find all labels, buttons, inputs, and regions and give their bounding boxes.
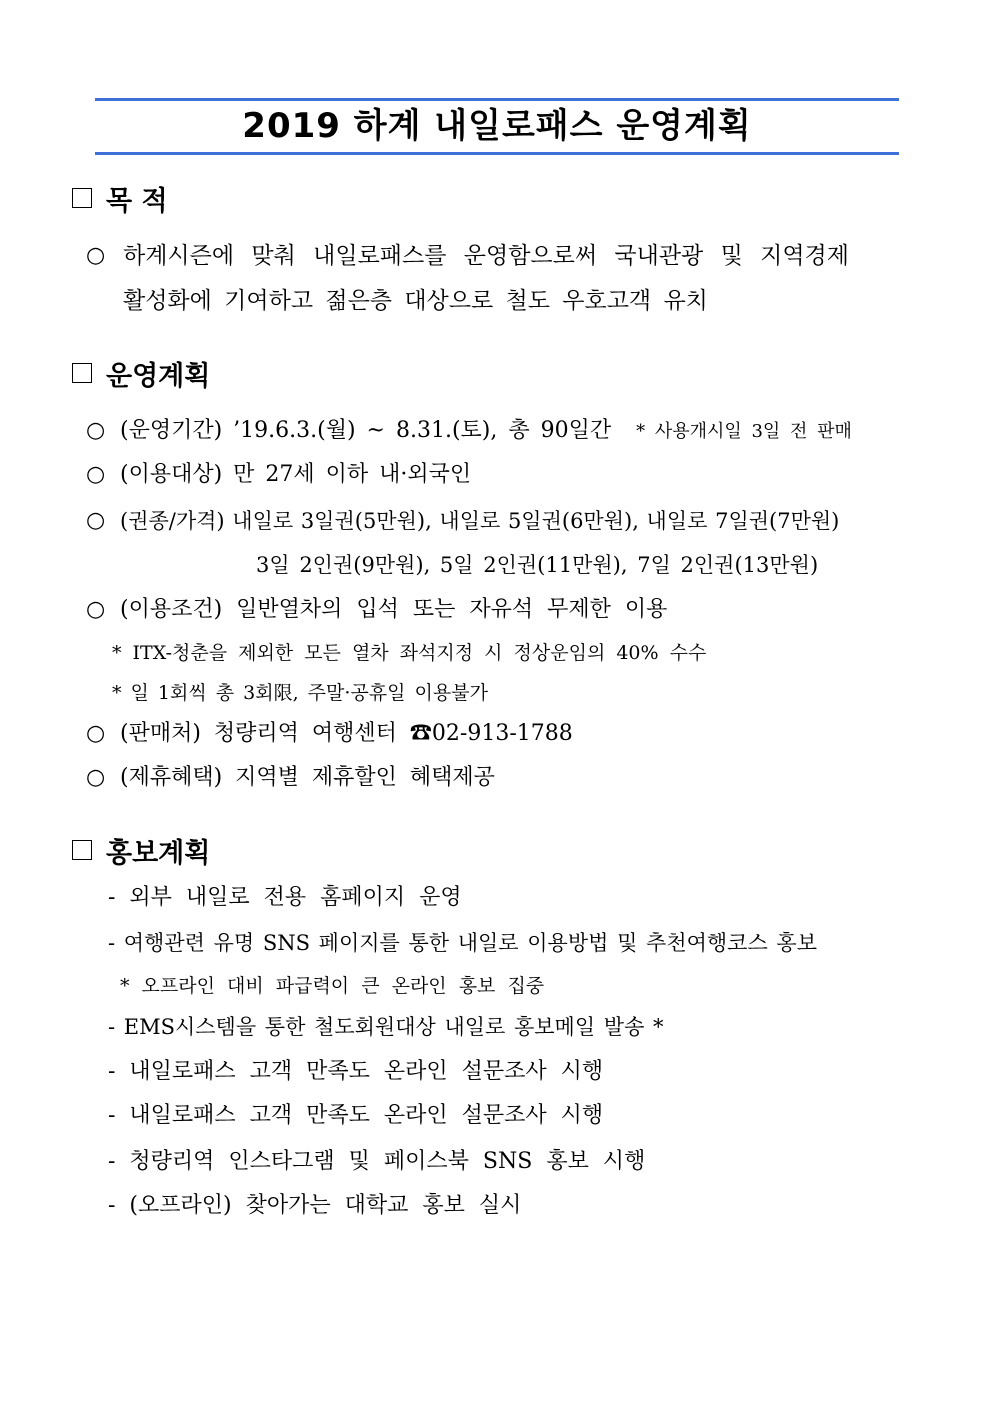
- bullet-circle-icon: ○: [86, 721, 106, 746]
- promotion-item-4: - 내일로패스 고객 만족도 온라인 설문조사 시행: [108, 1059, 604, 1084]
- section-operation-title: 운영계획: [106, 360, 211, 392]
- promotion-item-2: - 여행관련 유명 SNS 페이지를 통한 내일로 이용방법 및 추천여행코스 홍보: [108, 931, 818, 955]
- section-promotion-heading: [72, 832, 210, 868]
- section-operation-heading: [72, 355, 210, 391]
- promotion-item-3: - EMS시스템을 통한 철도회원대상 내일로 홍보메일 발송 *: [108, 1015, 664, 1039]
- operation-conditions-note-2: * 일 1회씩 총 3회限, 주말·공휴일 이용불가: [112, 682, 488, 704]
- purpose-line-1: 하계시즌에 맞춰 내일로패스를 운영함으로써 국내관광 및 지역경제: [123, 243, 849, 269]
- operation-target: (이용대상) 만 27세 이하 내·외국인: [120, 462, 472, 487]
- operation-tickets-line-1: (권종/가격) 내일로 3일권(5만원), 내일로 5일권(6만원), 내일로 7일권(7만원): [120, 509, 840, 533]
- bullet-circle-icon: ○: [86, 462, 106, 487]
- operation-benefits: (제휴혜택) 지역별 제휴할인 혜택제공: [120, 765, 495, 790]
- checkbox-square-icon: [72, 188, 92, 208]
- promotion-item-5: - 내일로패스 고객 만족도 온라인 설문조사 시행: [108, 1103, 604, 1128]
- operation-period-note: * 사용개시일 3일 전 판매: [636, 421, 852, 442]
- checkbox-square-icon: [72, 840, 92, 860]
- operation-tickets-line-2: 3일 2인권(9만원), 5일 2인권(11만원), 7일 2인권(13만원): [256, 553, 819, 577]
- operation-seller: (판매처) 청량리역 여행센터 ☎02-913-1788: [120, 721, 573, 746]
- bullet-circle-icon: ○: [86, 243, 106, 268]
- operation-conditions-note-1: * ITX-청춘을 제외한 모든 열차 좌석지정 시 정상운임의 40% 수수: [112, 642, 707, 664]
- title-rule-bottom: [95, 152, 899, 155]
- operation-period-text: (운영기간) ’19.6.3.(월) ~ 8.31.(토), 총 90일간: [120, 418, 612, 443]
- page-title: 2019 하계 내일로패스 운영계획: [242, 106, 752, 146]
- bullet-circle-icon: ○: [86, 508, 106, 533]
- promotion-item-1: - 외부 내일로 전용 홈페이지 운영: [108, 885, 462, 910]
- section-purpose-heading: [72, 180, 168, 216]
- checkbox-square-icon: [72, 363, 92, 383]
- section-purpose-title: 목 적: [106, 185, 168, 217]
- section-promotion-title: 홍보계획: [106, 837, 211, 869]
- bullet-circle-icon: ○: [86, 597, 106, 622]
- operation-period: [120, 416, 852, 447]
- operation-conditions: (이용조건) 일반열차의 입석 또는 자유석 무제한 이용: [120, 597, 668, 622]
- purpose-line-2: 활성화에 기여하고 젊은층 대상으로 철도 우호고객 유치: [123, 288, 708, 314]
- bullet-circle-icon: ○: [86, 765, 106, 790]
- bullet-circle-icon: ○: [86, 418, 106, 443]
- promotion-item-6: - 청량리역 인스타그램 및 페이스북 SNS 홍보 시행: [108, 1149, 646, 1174]
- promotion-item-2-note: * 오프라인 대비 파급력이 큰 온라인 홍보 집중: [120, 975, 545, 997]
- promotion-item-7: - (오프라인) 찾아가는 대학교 홍보 실시: [108, 1193, 522, 1218]
